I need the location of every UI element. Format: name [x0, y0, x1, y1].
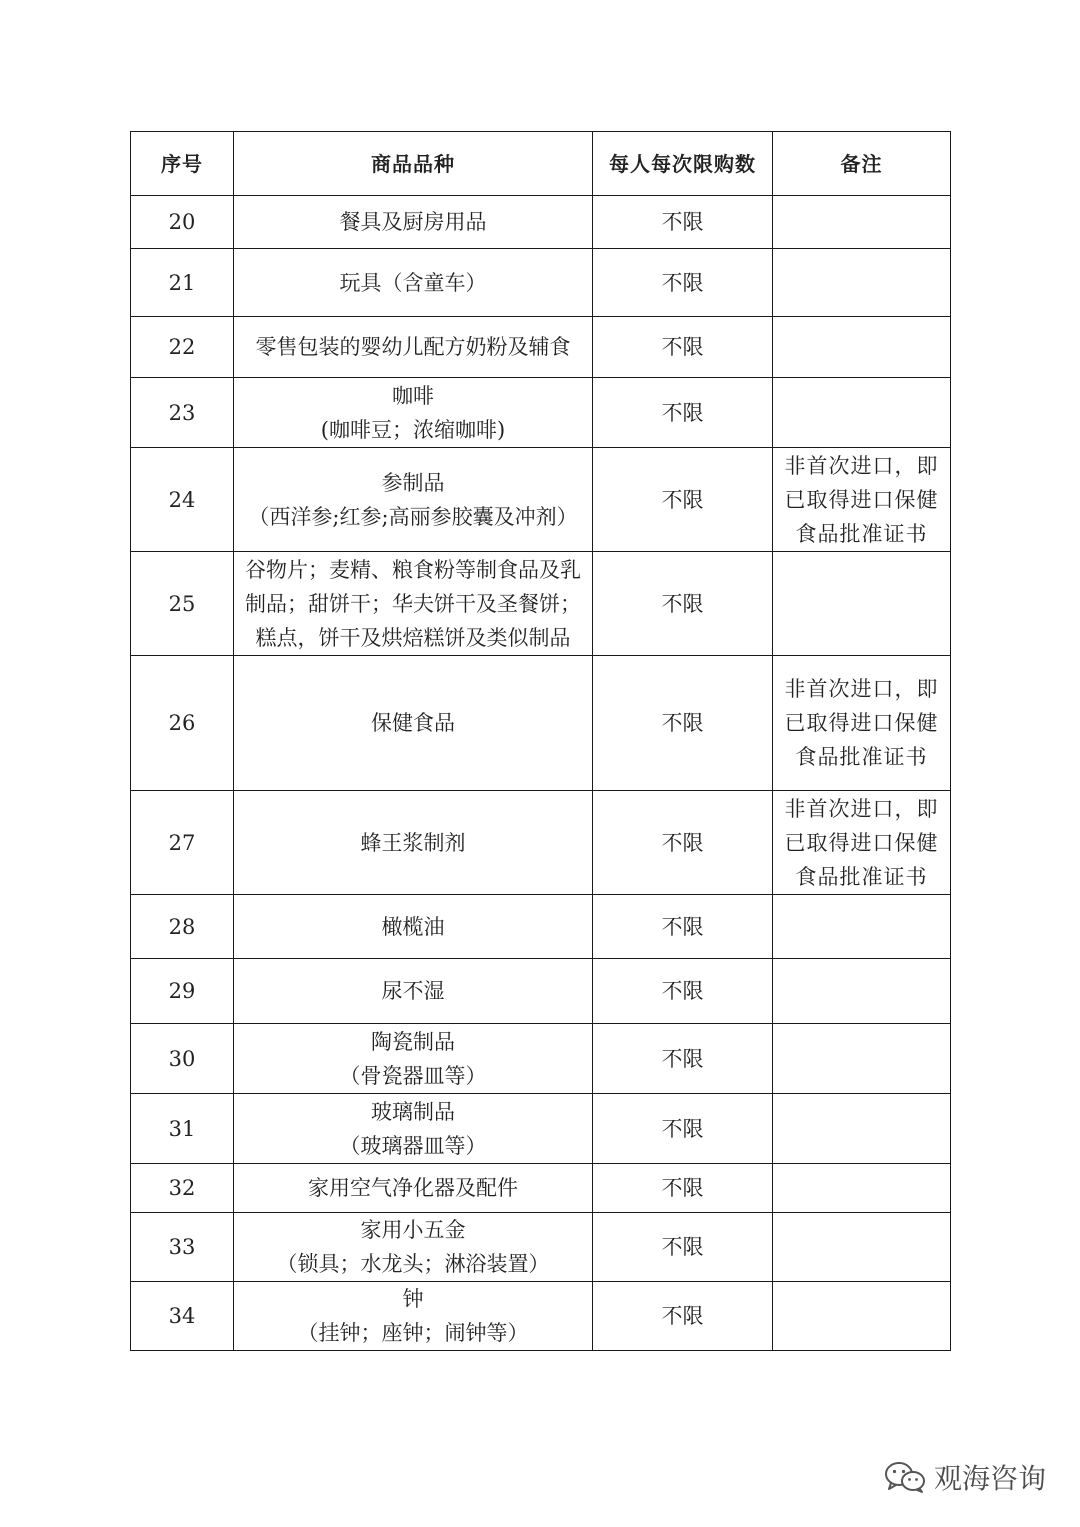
header-limit: 每人每次限购数	[593, 132, 773, 196]
table-row	[131, 656, 951, 791]
table-row	[131, 552, 951, 656]
purchase-limit: 不限	[593, 448, 773, 552]
table-row	[131, 959, 951, 1024]
row-number: 28	[131, 895, 234, 959]
remark	[773, 249, 951, 317]
purchase-limit: 不限	[593, 1024, 773, 1094]
product-category	[234, 1282, 593, 1351]
product-category-line: 家用空气净化器及配件	[308, 1176, 518, 1200]
product-category-line: 保健食品	[371, 711, 455, 735]
product-category	[234, 959, 593, 1024]
product-category	[234, 656, 593, 791]
product-category	[234, 1024, 593, 1094]
product-category-line: 橄榄油	[381, 914, 445, 939]
header-remark: 备注	[773, 132, 951, 196]
purchase-limit: 不限	[593, 249, 773, 317]
remark	[773, 552, 951, 656]
product-category	[234, 552, 593, 656]
row-number: 23	[131, 378, 234, 448]
remark	[773, 1282, 951, 1351]
purchase-limit: 不限	[593, 552, 773, 656]
purchase-limit: 不限	[593, 1213, 773, 1282]
remark-line: 非首次进口，即	[784, 677, 939, 701]
header-no: 序号	[131, 132, 234, 196]
remark	[773, 378, 951, 448]
watermark-text: 观海咨询	[933, 1462, 1046, 1495]
product-category-line: （西洋参;红参;高丽参胶囊及冲剂）	[248, 504, 578, 529]
remark	[773, 959, 951, 1024]
row-number: 27	[131, 791, 234, 895]
table-row	[131, 1164, 951, 1213]
remark	[773, 1094, 951, 1164]
product-category-line: （玻璃器皿等）	[339, 1133, 487, 1158]
product-category-line: 糕点，饼干及烘焙糕饼及类似制品	[255, 625, 571, 650]
table-row	[131, 249, 951, 317]
purchase-limit: 不限	[593, 1094, 773, 1164]
table-row	[131, 196, 951, 249]
row-number: 24	[131, 448, 234, 552]
remark	[773, 1164, 951, 1213]
remark	[773, 656, 951, 791]
row-number: 25	[131, 552, 234, 656]
row-number: 29	[131, 959, 234, 1024]
product-category-line: 陶瓷制品	[371, 1029, 455, 1054]
product-category-line: 餐具及厨房用品	[339, 210, 487, 234]
remark-line: 非首次进口，即	[784, 453, 939, 478]
product-category-line: 咖啡	[392, 383, 434, 408]
purchase-limit: 不限	[593, 317, 773, 378]
row-number: 31	[131, 1094, 234, 1164]
remark	[773, 1213, 951, 1282]
remark-line: 食品批准证书	[795, 745, 928, 769]
remark	[773, 448, 951, 552]
table-row	[131, 895, 951, 959]
product-category-line: 玩具（含童车）	[339, 270, 487, 295]
product-category-line: （锁具；水龙头；淋浴装置）	[276, 1252, 550, 1276]
row-number: 26	[131, 656, 234, 791]
watermark	[884, 1457, 1046, 1497]
purchase-limit: 不限	[593, 791, 773, 895]
product-category-line: 谷物片；麦精、粮食粉等制食品及乳	[245, 557, 581, 582]
remark-line: 已取得进口保健	[784, 830, 939, 855]
product-category	[234, 791, 593, 895]
purchase-limit: 不限	[593, 196, 773, 249]
header-item: 商品品种	[234, 132, 593, 196]
product-category	[234, 448, 593, 552]
table-row	[131, 1024, 951, 1094]
product-category-line: （骨瓷器皿等）	[339, 1063, 487, 1088]
remark	[773, 317, 951, 378]
product-category	[234, 1094, 593, 1164]
row-number: 34	[131, 1282, 234, 1351]
product-category	[234, 895, 593, 959]
remark	[773, 1024, 951, 1094]
remark	[773, 196, 951, 249]
product-category	[234, 1213, 593, 1282]
purchase-limit: 不限	[593, 1282, 773, 1351]
purchase-limit: 不限	[593, 656, 773, 791]
product-category-line: 参制品	[381, 470, 445, 495]
product-category	[234, 378, 593, 448]
product-category	[234, 249, 593, 317]
table-row	[131, 378, 951, 448]
purchase-limit: 不限	[593, 895, 773, 959]
remark-line: 非首次进口，即	[784, 796, 939, 821]
product-category-line: 玻璃制品	[371, 1099, 455, 1124]
remark-line: 已取得进口保健	[784, 487, 939, 512]
row-number: 20	[131, 196, 234, 249]
product-category-line: 家用小五金	[360, 1218, 466, 1242]
wechat-icon	[884, 1460, 926, 1494]
row-number: 22	[131, 317, 234, 378]
row-number: 21	[131, 249, 234, 317]
row-number: 30	[131, 1024, 234, 1094]
remark-line: 已取得进口保健	[784, 711, 939, 735]
product-category-line: 制品；甜饼干；华夫饼干及圣餐饼；	[245, 591, 581, 616]
remark	[773, 791, 951, 895]
product-limit-table	[130, 131, 951, 1351]
product-category-line: 零售包装的婴幼儿配方奶粉及辅食	[255, 335, 571, 359]
product-category	[234, 196, 593, 249]
table-row	[131, 448, 951, 552]
product-category-line: （挂钟；座钟；闹钟等）	[297, 1321, 529, 1345]
purchase-limit: 不限	[593, 959, 773, 1024]
purchase-limit: 不限	[593, 1164, 773, 1213]
row-number: 32	[131, 1164, 234, 1213]
table-row	[131, 1282, 951, 1351]
table-row	[131, 317, 951, 378]
product-category	[234, 317, 593, 378]
purchase-limit: 不限	[593, 378, 773, 448]
remark	[773, 895, 951, 959]
product-category-line: (咖啡豆；浓缩咖啡)	[320, 417, 506, 442]
table-header-row	[131, 132, 951, 196]
table-row	[131, 791, 951, 895]
table-row	[131, 1094, 951, 1164]
remark-line: 食品批准证书	[795, 521, 928, 546]
row-number: 33	[131, 1213, 234, 1282]
product-category-line: 尿不湿	[381, 979, 445, 1003]
remark-line: 食品批准证书	[795, 864, 928, 889]
product-category-line: 钟	[402, 1287, 424, 1311]
product-category	[234, 1164, 593, 1213]
table-row	[131, 1213, 951, 1282]
product-category-line: 蜂王浆制剂	[360, 830, 466, 855]
